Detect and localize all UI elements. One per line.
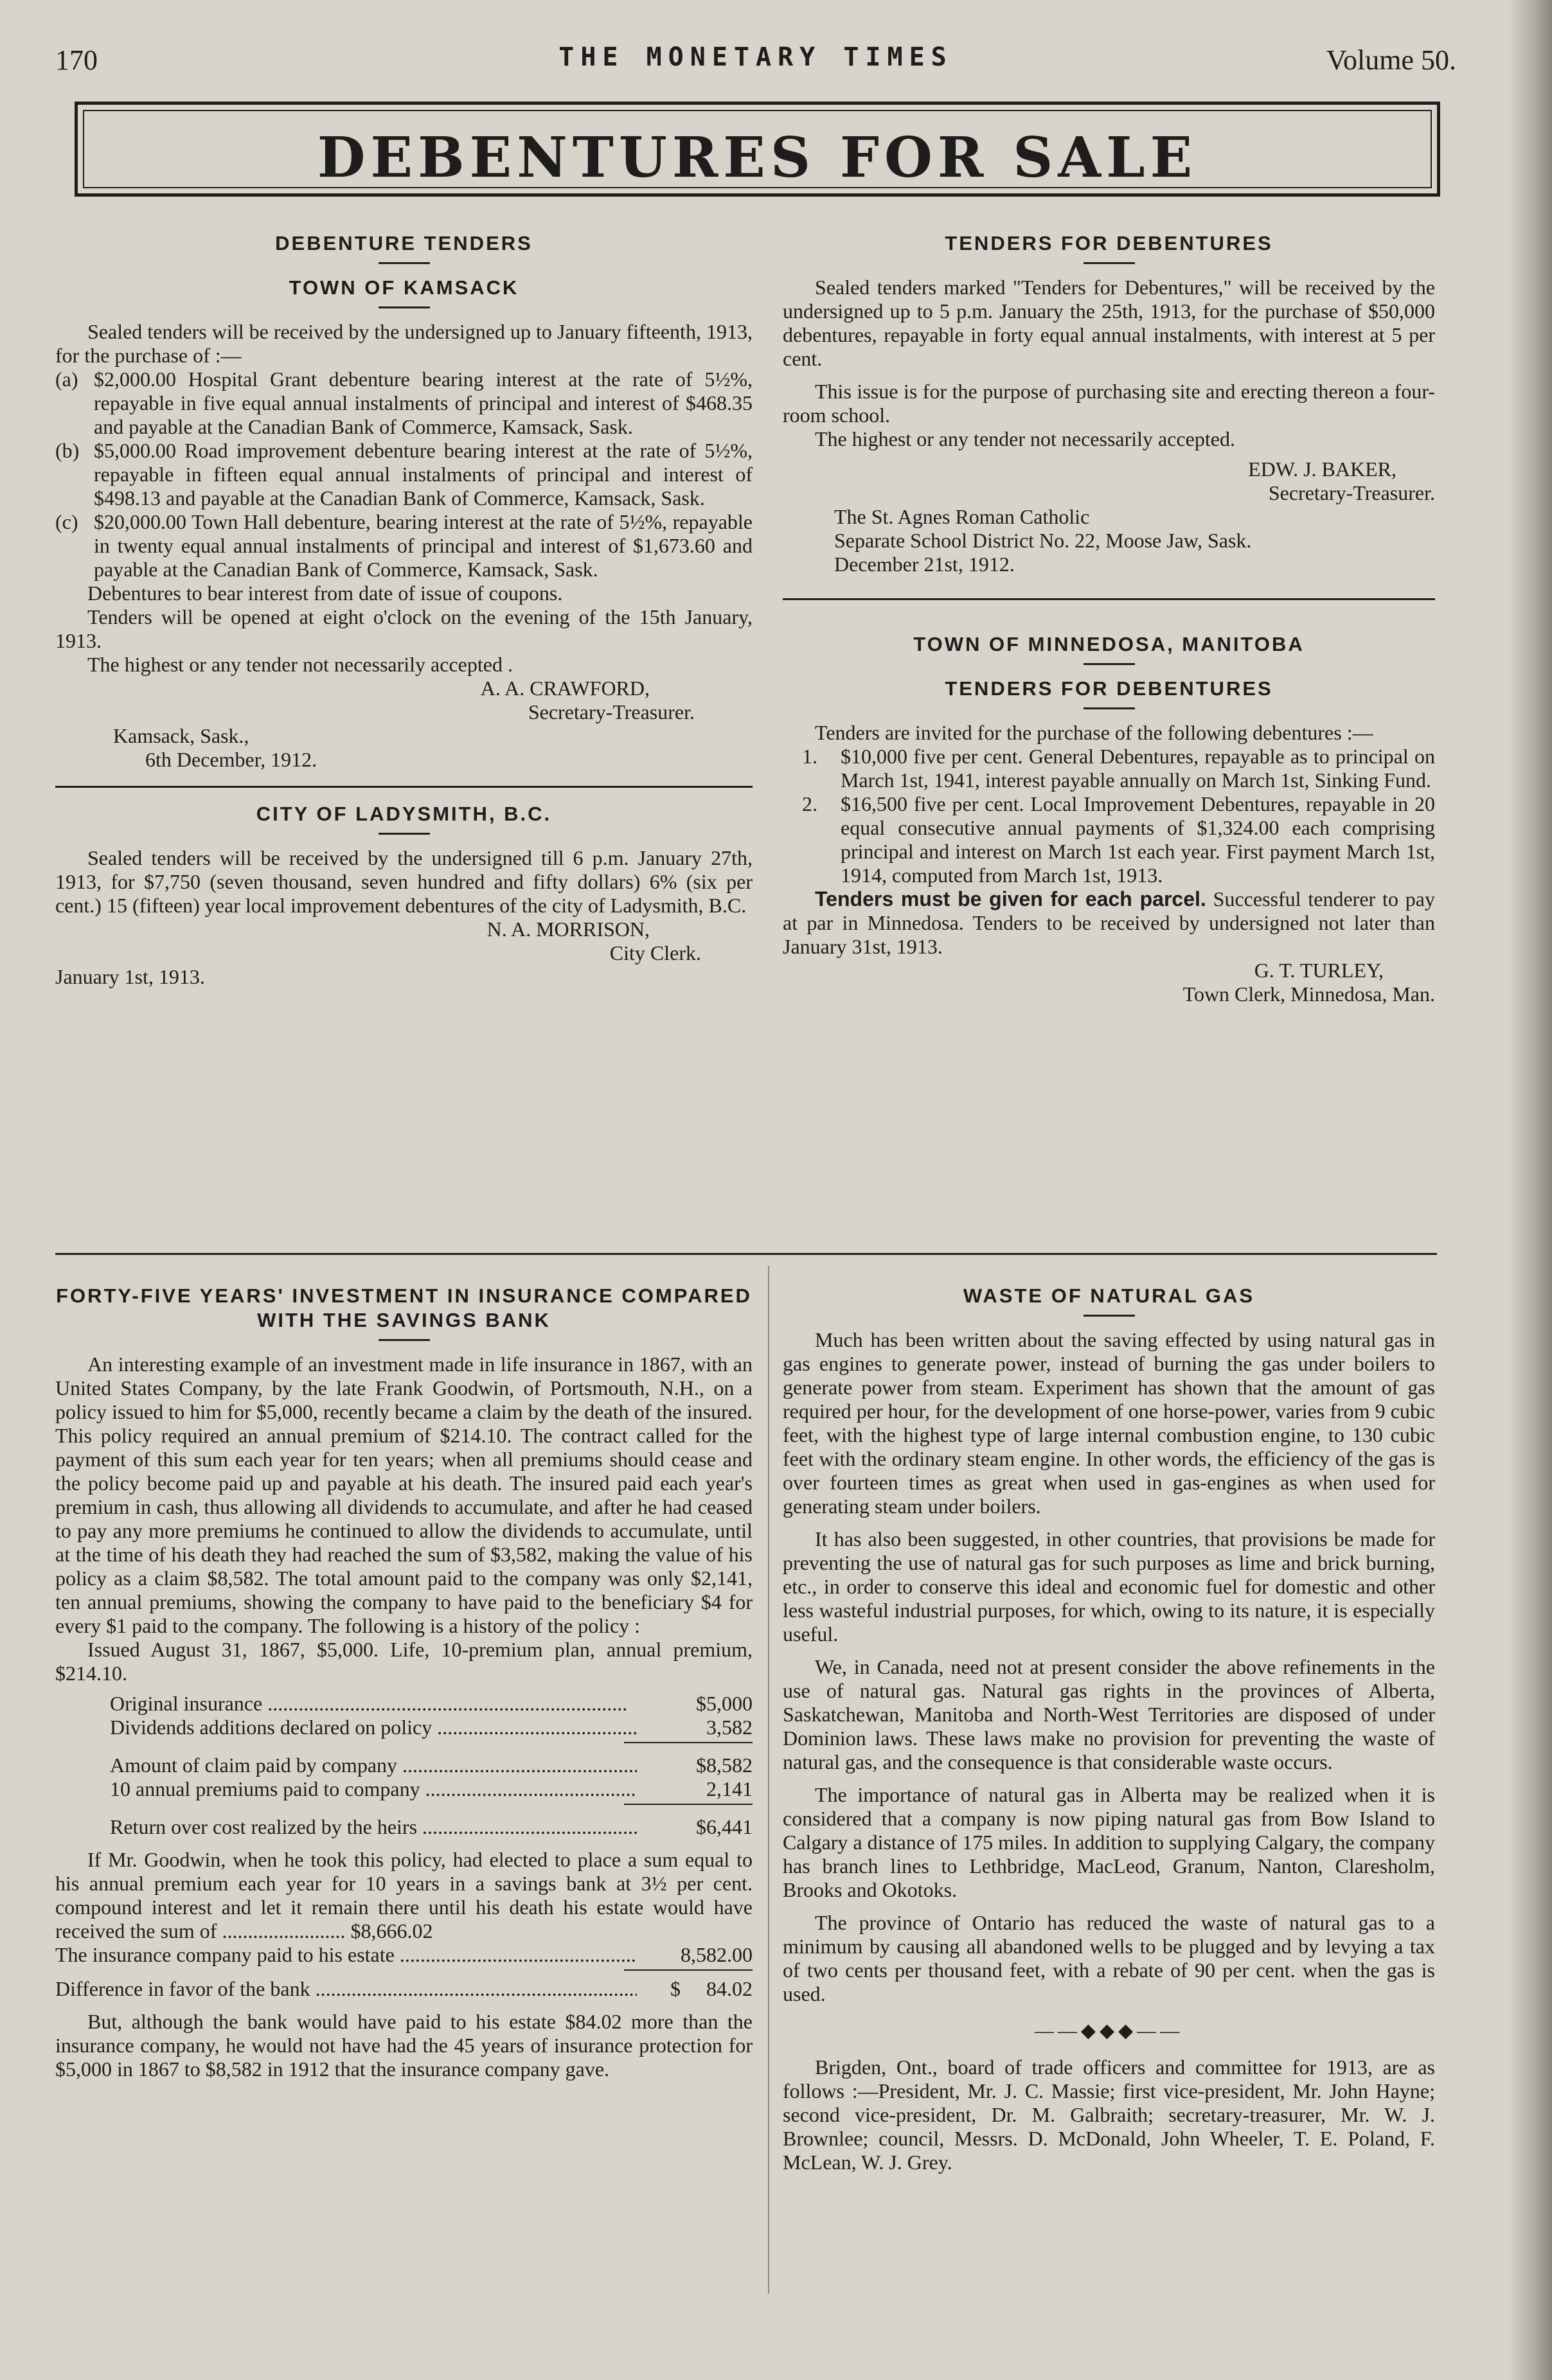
ledger-amount: 3,582 [706, 1716, 753, 1739]
kamsack-signer-title: Secretary-Treasurer. [528, 700, 695, 724]
column-rule [768, 1266, 769, 2294]
ledger-label: The insurance company paid to his estate ..... [55, 1943, 637, 1967]
gas-p3: We, in Canada, need not at present consider the above refinements in the use of natural gas. Natural gas rights in the provinces of Alberta, Saskatchewan, Manitoba and North-West Territories are disposed of under Dominion laws. These laws make no provision for preventing the waste of natural gas, and the consequence is that considerable waste occurs. [783, 1655, 1435, 1773]
page-number: 170 [55, 44, 98, 76]
ledger-amount: 8,582.00 [681, 1943, 753, 1966]
insurance-p4: But, although the bank would have paid to his estate $84.02 more than the insurance company, he would not have had the 45 years of insurance protection for $5,000 in 1867 to $8,582 in 1912 that the insurance company gave. [55, 2010, 753, 2081]
minnedosa-terms [783, 887, 1435, 959]
ledger-label: Dividends additions declared on policy ..... [110, 1716, 637, 1739]
kamsack-item [55, 368, 753, 439]
gas-p2: It has also been suggested, in other countries, that provisions be made for preventing the use of natural gas for such purposes as lime and brick burning, etc., in order to conserve this ideal and economic fuel for domestic and other less wasteful industrial purposes, for which, owing to its nature, it is especially useful. [783, 1527, 1435, 1646]
minnedosa-intro: Tenders are invited for the purchase of the following debentures :— [815, 721, 1373, 744]
ledger-label: Difference in favor of the bank ..... [55, 1977, 637, 2001]
banner-title: DEBENTURES FOR SALE [317, 125, 1198, 190]
publication-title: THE MONETARY TIMES [558, 42, 953, 72]
item-label: (b) [55, 439, 80, 462]
divider-dash [379, 833, 430, 835]
right-bottom-column [783, 1284, 1435, 2174]
item-text: $2,000.00 Hospital Grant debenture bearing interest at the rate of 5½%, repayable in five equal annual instalments of principal and interest of $468.35 and payable at the Canadian Bank of Commerce, Kamsack, Sask. [94, 368, 753, 438]
sum-rule [624, 1742, 753, 1743]
ladysmith-body: Sealed tenders will be received by the undersigned till 6 p.m. January 27th, 1913, for $7,750 (seven thousand, seven hundred and fifty dollars) 6% (six per cent.) 15 (fifteen) year local improvement debentures of the city of Ladysmith, B.C. [55, 846, 753, 917]
kamsack-place: Kamsack, Sask., [113, 724, 249, 747]
minnedosa-subheading: TENDERS FOR DEBENTURES [945, 677, 1273, 700]
kamsack-date: 6th December, 1912. [145, 748, 317, 771]
left-bottom-column [55, 1284, 753, 2081]
divider-dash [379, 1339, 430, 1341]
ledger-amount: $5,000 [696, 1692, 753, 1715]
ledger-label: Return over cost realized by the heirs ..... [110, 1815, 637, 1839]
gas-p1: Much has been written about the saving effected by using natural gas in gas engines to generate power, instead of burning the gas under boilers to generate power from steam. Experiment has shown that the amount of gas required per hour, for the development of one horse-power, varies from 9 cubic feet, with the highest type of large internal combustion engine, to 130 cubic feet with the ordinary steam engine. In other words, the efficiency of the gas is over fourteen times as great when used in gas-engines as when used for generating steam under boilers. [783, 1328, 1435, 1518]
left-top-column [55, 231, 753, 989]
item-label: (a) [55, 368, 78, 391]
ladysmith-signer: N. A. MORRISON, [486, 918, 650, 941]
divider-dash [1084, 663, 1135, 665]
minnedosa-item [783, 745, 1435, 792]
ledger-label: 10 annual premiums paid to company ..... [110, 1777, 637, 1801]
insurance-heading: FORTY-FIVE YEARS' INVESTMENT IN INSURANCE COMPARED WITH THE SAVINGS BANK [56, 1284, 752, 1331]
kamsack-heading: DEBENTURE TENDERS [275, 232, 533, 254]
ledger-row [55, 1977, 753, 2001]
minnedosa-lead: Tenders must be given for each parcel. [815, 887, 1206, 910]
st-agnes-p1: Sealed tenders marked "Tenders for Debentures," will be received by the undersigned up to 5 p.m. January the 25th, 1913, for the purchase of $50,000 debentures, repayable in forty equal annual instalments, with interest at 5 per cent. [783, 276, 1435, 370]
kamsack-intro: Sealed tenders will be received by the undersigned up to January fifteenth, 1913, for the purchase of :— [55, 320, 753, 367]
minnedosa-signer-title: Town Clerk, Minnedosa, Man. [1182, 982, 1435, 1006]
insurance-p2: Issued August 31, 1867, $5,000. Life, 10-premium plan, annual premium, $214.10. [55, 1638, 753, 1685]
right-top-column [783, 231, 1435, 1006]
divider-dash [379, 306, 430, 308]
st-agnes-org2: Separate School District No. 22, Moose Jaw, Sask. [834, 529, 1252, 552]
ledger-row [110, 1754, 753, 1777]
ledger-row [110, 1815, 753, 1839]
item-label: 1. [802, 745, 817, 768]
ladysmith-date: January 1st, 1913. [55, 965, 205, 988]
divider-dash [1084, 262, 1135, 264]
ledger-amount: $ 84.02 [670, 1977, 753, 2000]
item-text: $16,500 five per cent. Local Improvement Debentures, repayable in 20 equal consecutive annual payments of $1,324.00 each comprising principal and interest on March 1st each year. First payment March 1st, 1914, computed from March 1st, 1913. [841, 792, 1435, 887]
volume-label: Volume 50. [1326, 44, 1456, 76]
kamsack-coupons: Debentures to bear interest from date of issue of coupons. [87, 582, 563, 605]
st-agnes-org1: The St. Agnes Roman Catholic [834, 505, 1090, 528]
item-label: (c) [55, 510, 78, 533]
gas-heading: WASTE OF NATURAL GAS [963, 1284, 1255, 1307]
ledger-label: Original insurance ..... [110, 1692, 637, 1716]
kamsack-item [55, 439, 753, 510]
ledger-row [110, 1777, 753, 1801]
divider-dash [379, 262, 430, 264]
ledger-amount: $8,582 [696, 1754, 753, 1777]
minnedosa-item [783, 792, 1435, 887]
kamsack-acceptance: The highest or any tender not necessarily accepted . [87, 653, 513, 676]
ledger-amount: $6,441 [696, 1815, 753, 1838]
kamsack-opening: Tenders will be opened at eight o'clock on the evening of the 15th January, 1913. [55, 605, 753, 652]
divider-dash [1084, 707, 1135, 709]
section-rule [55, 786, 753, 788]
kamsack-subheading: TOWN OF KAMSACK [289, 276, 519, 299]
ladysmith-signer-title: City Clerk. [609, 941, 701, 964]
st-agnes-signer-title: Secretary-Treasurer. [1268, 481, 1435, 504]
horizontal-divider [55, 1253, 1437, 1255]
st-agnes-p2: This issue is for the purpose of purchasing site and erecting thereon a four-room school. [783, 380, 1435, 427]
st-agnes-signer: EDW. J. BAKER, [1248, 457, 1396, 481]
brigden-notice: Brigden, Ont., board of trade officers and committee for 1913, are as follows :—President, Mr. J. C. Massie; first vice-president, Mr. John Hayne; second vice-president, Dr. M. Galbraith; secretary-treasurer, Mr. W. J. Brownlee; council, Messrs. D. McDonald, John Wheeler, T. E. Poland, F. McLean, W. J. Grey. [783, 2056, 1435, 2174]
sum-rule [624, 1969, 753, 1971]
divider-dash [1084, 1315, 1135, 1317]
page-edge-shadow [1507, 0, 1552, 2380]
ledger-row [55, 1943, 753, 1967]
ledger-block-1 [55, 1692, 753, 1839]
ladysmith-heading: CITY OF LADYSMITH, B.C. [256, 803, 552, 825]
insurance-p1: An interesting example of an investment made in life insurance in 1867, with an United States Company, by the late Frank Goodwin, of Portsmouth, N.H., on a policy issued to him for $5,000, recently became a claim by the death of the insured. This policy required an annual premium of $214.10. The contract called for the payment of this sum each year for ten years; when all premiums should cease and the policy become paid up and payable at his death. The insured paid each year's premium in cash, thus allowing all dividends to accumulate, and after he had ceased to pay any more premiums he continued to allow the dividends to accumulate, until at the time of his death they had reached the sum of $3,582, making the value of his policy as a claim $8,582. The total amount paid to the company was only $2,141, ten annual premiums, showing the company to have paid to the beneficiary $4 for every $1 paid to the company. The following is a history of the policy : [55, 1353, 753, 1637]
ledger-amount: 2,141 [706, 1777, 753, 1800]
gas-p5: The province of Ontario has reduced the waste of natural gas to a minimum by causing all abandoned wells to be plugged and by levying a tax of two cents per thousand feet, with a rebate of 90 per cent. when the gas is used. [783, 1911, 1435, 2005]
insurance-p3: If Mr. Goodwin, when he took this policy, had elected to place a sum equal to his annual premium each year for 10 years in a savings bank at 3½ per cent. compound interest and let it remain there until his death his estate would have received the sum of ........................ $8,666.02 [55, 1848, 753, 1942]
kamsack-signer: A. A. CRAWFORD, [480, 677, 650, 700]
kamsack-item [55, 510, 753, 582]
ornament-divider: ——◆◆◆—— [1034, 2020, 1184, 2041]
minnedosa-signer: G. T. TURLEY, [1254, 959, 1384, 982]
ledger-label: Amount of claim paid by company ..... [110, 1754, 637, 1777]
st-agnes-p3: The highest or any tender not necessarily accepted. [815, 427, 1235, 450]
st-agnes-date: December 21st, 1912. [834, 553, 1015, 576]
ledger-row [110, 1716, 753, 1739]
st-agnes-heading: TENDERS FOR DEBENTURES [945, 232, 1273, 254]
ledger-row [110, 1692, 753, 1716]
item-text: $10,000 five per cent. General Debentures, repayable as to principal on March 1st, 1941, interest payable annually on March 1st, Sinking Fund. [841, 745, 1435, 792]
minnedosa-rest: Successful tenderer to pay at par in Minnedosa. Tenders to be received by undersigned not later than January 31st, 1913. [783, 887, 1436, 958]
item-text: $20,000.00 Town Hall debenture, bearing interest at the rate of 5½%, repayable in twenty equal annual instalments of principal and interest of $1,673.60 and payable at the Canadian Bank of Commerce, Kamsack, Sask. [94, 510, 753, 581]
gas-p4: The importance of natural gas in Alberta may be realized when it is considered that a company is now piping natural gas from Bow Island to Calgary a distance of 175 miles. In addition to supplying Calgary, the company has branch lines to Lethbridge, MacLeod, Granum, Nanton, Claresholm, Brooks and Okotoks. [783, 1783, 1435, 1901]
item-label: 2. [802, 792, 817, 815]
insurance-p3-text: If Mr. Goodwin, when he took this policy, had elected to place a sum equal to his annual premium each year for 10 years in a savings bank at 3½ per cent. compound interest and let it remain there until his death his estate would have received the sum of [55, 1848, 753, 1942]
sum-rule [624, 1804, 753, 1805]
item-text: $5,000.00 Road improvement debenture bearing interest at the rate of 5½%, repayable in fifteen equal annual instalments of principal and interest of $498.13 and payable at the Canadian Bank of Commerce, Kamsack, Sask. [94, 439, 753, 510]
running-header [55, 40, 1456, 78]
insurance-p3-amount: $8,666.02 [350, 1919, 433, 1942]
section-rule [783, 598, 1435, 600]
minnedosa-heading: TOWN OF MINNEDOSA, MANITOBA [913, 633, 1305, 655]
section-banner [75, 102, 1440, 197]
